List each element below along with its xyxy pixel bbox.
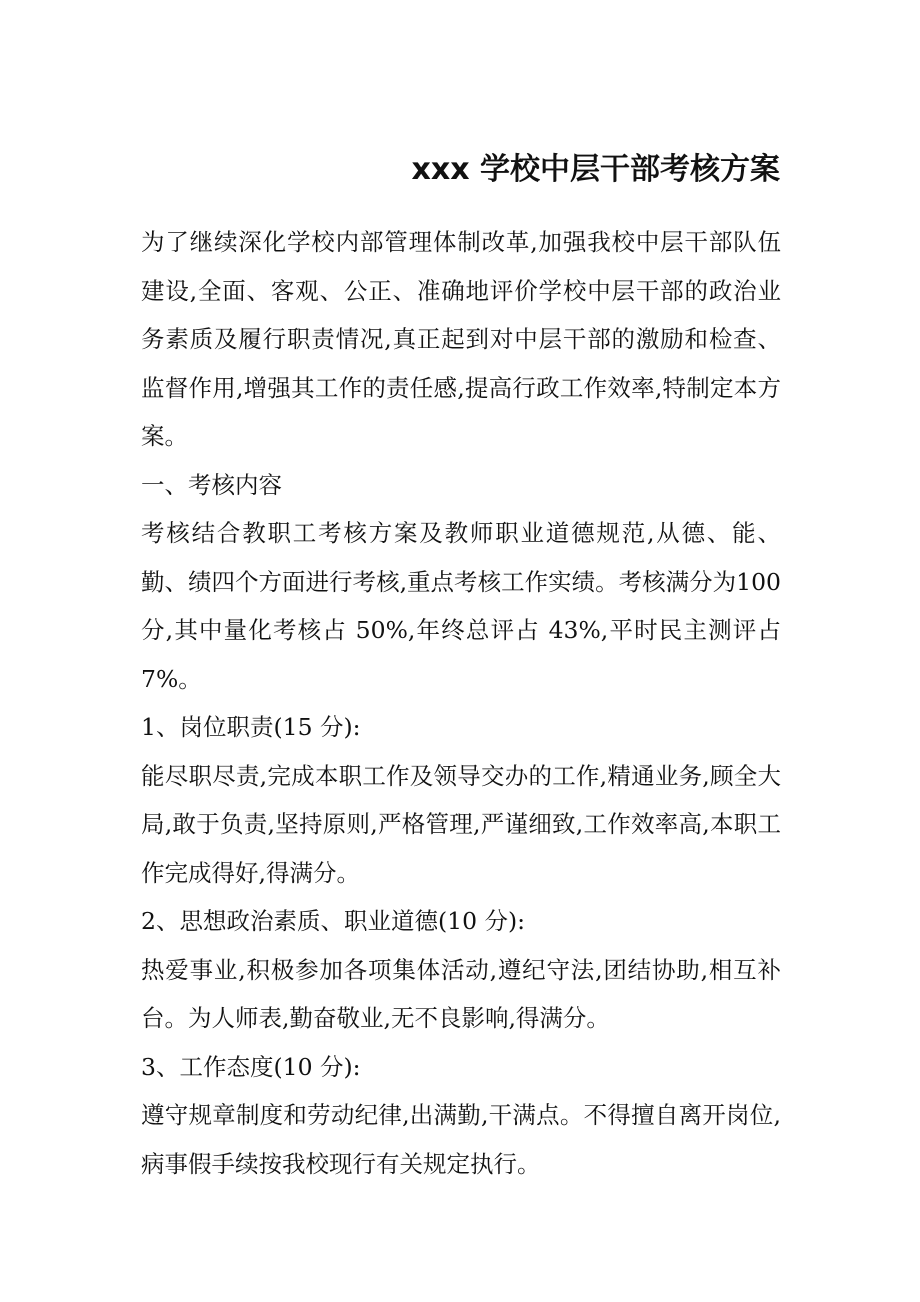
- item-heading-political-ethics: 2、思想政治素质、职业道德(10 分):: [141, 907, 526, 935]
- paragraph-intro: 为了继续深化学校内部管理体制改革,加强我校中层干部队伍建设,全面、客观、公正、准确地评价学校中层干部的政治业务素质及履行职责情况,真正起到对中层干部的激励和检查、监督作用,增强其工作的责任感,提高行政工作效率,特制定本方案。: [141, 228, 781, 450]
- paragraph-political-ethics: 热爱事业,积极参加各项集体活动,遵纪守法,团结协助,相互补台。为人师表,勤奋敬业,无不良影响,得满分。: [141, 955, 781, 1032]
- item-heading-work-attitude: 3、工作态度(10 分):: [141, 1052, 361, 1081]
- paragraph-job-duties: 能尽职尽责,完成本职工作及领导交办的工作,精通业务,顾全大局,敢于负责,坚持原则,严格管理,严谨细致,工作效率高,本职工作完成得好,得满分。: [141, 761, 781, 887]
- document-title: xxx 学校中层干部考核方案: [411, 152, 780, 187]
- item-heading-job-duties: 1、岗位职责(15 分):: [141, 713, 361, 741]
- paragraph-work-attitude: 遵守规章制度和劳动纪律,出满勤,干满点。不得擅自离开岗位,病事假手续按我校现行有关规定执行。: [141, 1101, 781, 1178]
- section-heading-assessment-content: 一、考核内容: [141, 470, 282, 499]
- paragraph-assessment-overview: 考核结合教职工考核方案及教师职业道德规范,从德、能、勤、绩四个方面进行考核,重点考核工作实绩。考核满分为100 分,其中量化考核占 50%,年终总评占 43%,平时民主测评占 7%。: [141, 519, 781, 693]
- document-body: [141, 218, 781, 1188]
